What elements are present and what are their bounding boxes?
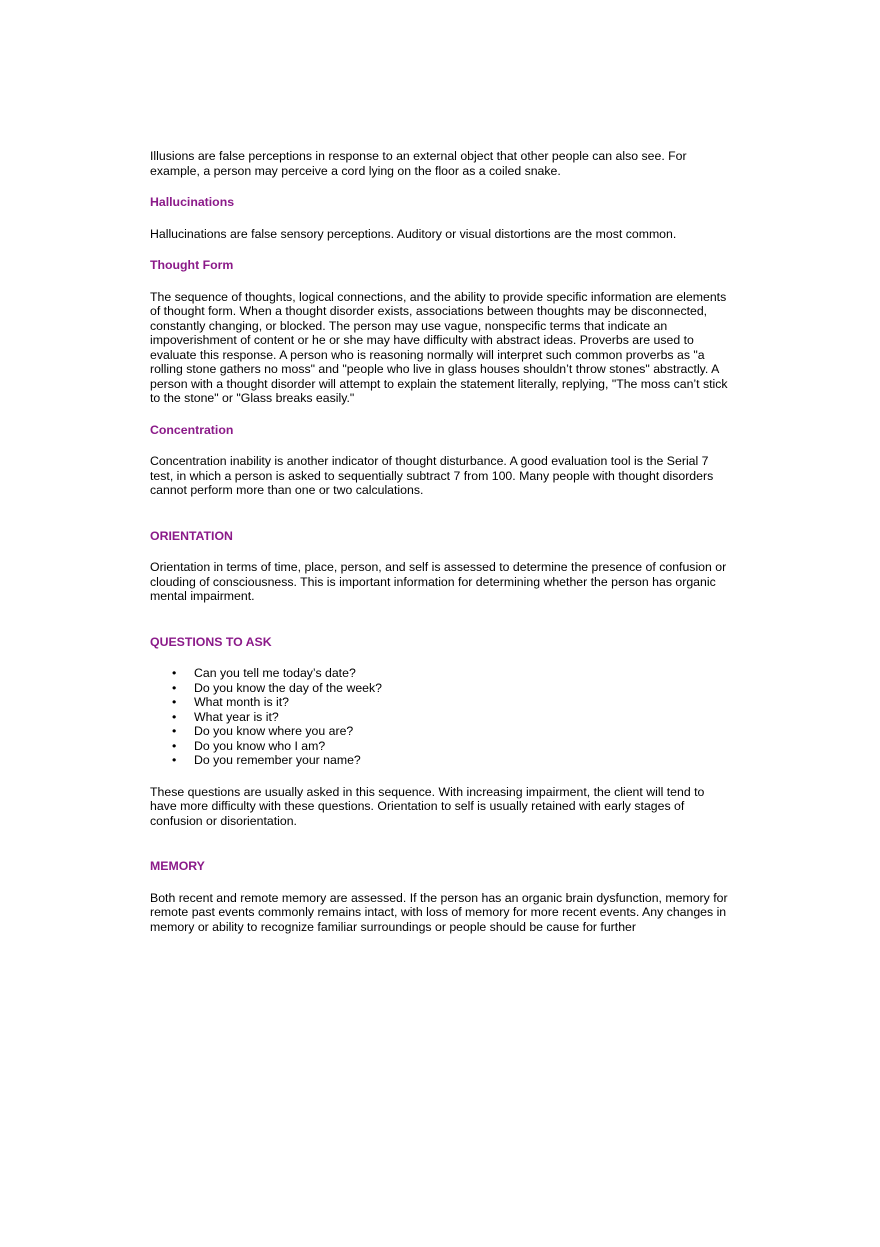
spacer xyxy=(150,178,730,195)
thought-form-heading: Thought Form xyxy=(150,258,234,272)
spacer xyxy=(150,273,730,290)
questions-list xyxy=(150,666,730,768)
list-item xyxy=(150,739,730,754)
list-item xyxy=(150,753,730,768)
spacer xyxy=(150,498,730,529)
questions-heading: QUESTIONS TO ASK xyxy=(150,634,272,649)
question-text: Do you remember your name? xyxy=(194,753,361,767)
spacer xyxy=(150,649,730,666)
list-item xyxy=(150,666,730,681)
spacer xyxy=(150,828,730,859)
spacer xyxy=(150,768,730,785)
spacer xyxy=(150,210,730,227)
bullet-icon: • xyxy=(172,695,177,709)
spacer xyxy=(150,406,730,423)
spacer xyxy=(150,604,730,635)
list-item xyxy=(150,724,730,739)
spacer xyxy=(150,543,730,560)
question-text: What month is it? xyxy=(194,695,289,709)
illusions-paragraph: Illusions are false perceptions in response to an external object that other people can also see. For example, a person may perceive a cord lying on the floor as a coiled snake. xyxy=(150,149,687,178)
document-page xyxy=(150,149,730,934)
concentration-paragraph: Concentration inability is another indicator of thought disturbance. A good evaluation tool is the Serial 7 test, in which a person is asked to sequentially subtract 7 from 100. Many people with thought disorders cannot perform more than one or two calculations. xyxy=(150,454,714,497)
memory-heading: MEMORY xyxy=(150,859,205,873)
spacer xyxy=(150,437,730,454)
spacer xyxy=(150,874,730,891)
orientation-paragraph: Orientation in terms of time, place, person, and self is assessed to determine the presence of confusion or clouding of consciousness. This is important information for determining whether the person has organic mental impairment. xyxy=(150,560,727,603)
question-text: Do you know where you are? xyxy=(194,724,354,738)
orientation-heading: ORIENTATION xyxy=(150,528,233,543)
question-text: Can you tell me today’s date? xyxy=(194,666,356,680)
list-item xyxy=(150,695,730,710)
hallucinations-heading: Hallucinations xyxy=(150,195,235,209)
bullet-icon: • xyxy=(172,709,177,724)
memory-paragraph: Both recent and remote memory are assessed. If the person has an organic brain dysfunction, memory for remote past events commonly remains intact, with loss of memory for more recent events. Any changes in memory or ability to recognize familiar surroundings or people should be cause for further xyxy=(150,890,728,934)
bullet-icon: • xyxy=(172,753,177,767)
hallucinations-paragraph: Hallucinations are false sensory perceptions. Auditory or visual distortions are the most common. xyxy=(150,226,677,241)
list-item xyxy=(150,681,730,696)
bullet-icon: • xyxy=(172,680,177,695)
question-text: Do you know who I am? xyxy=(194,738,326,753)
thought-form-paragraph: The sequence of thoughts, logical connections, and the ability to provide specific information are elements of thought form. When a thought disorder exists, associations between thoughts may be disconnected, constantly changing, or blocked. The person may use vague, nonspecific terms that indicate an impoverishment of content or he or she may have difficulty with abstract ideas. Proverbs are used to evaluate this response. A person who is reasoning normally will interpret such common proverbs as "a rolling stone gathers no moss" and "people who live in glass houses shouldn’t throw stones" abstractly. A person with a thought disorder will attempt to explain the statement literally, replying, "The moss can’t stick to the stone" or "Glass breaks easily." xyxy=(150,289,728,405)
question-text: Do you know the day of the week? xyxy=(194,680,382,695)
concentration-heading: Concentration xyxy=(150,422,234,437)
list-item xyxy=(150,710,730,725)
question-text: What year is it? xyxy=(194,709,279,724)
questions-followup-paragraph: These questions are usually asked in this sequence. With increasing impairment, the client will tend to have more difficulty with these questions. Orientation to self is usually retained with early stages of confusion or disorientation. xyxy=(150,784,705,828)
bullet-icon: • xyxy=(172,666,177,680)
bullet-icon: • xyxy=(172,738,177,753)
spacer xyxy=(150,241,730,258)
bullet-icon: • xyxy=(172,724,177,738)
